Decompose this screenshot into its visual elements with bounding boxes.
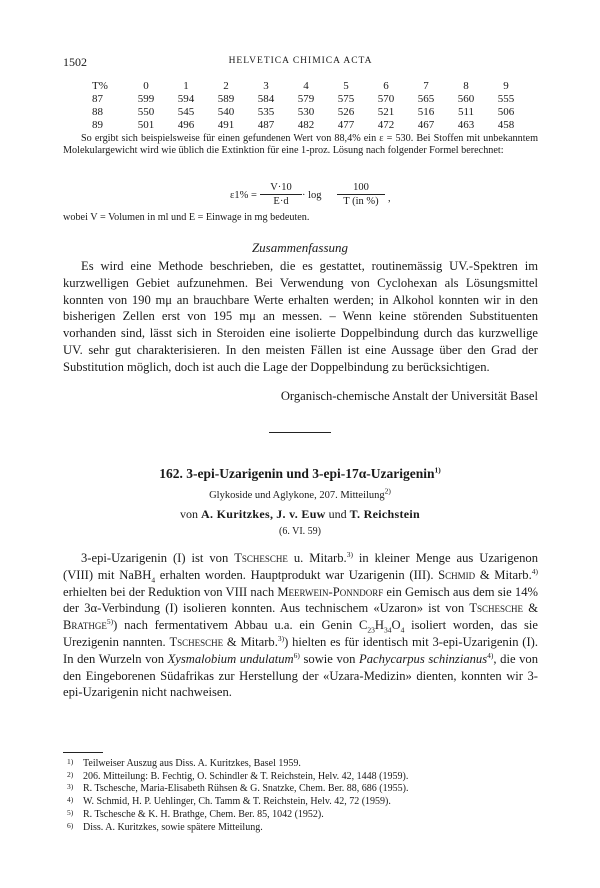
formula-numerator: V·10: [260, 181, 302, 195]
formula-comma: ,: [388, 193, 391, 204]
footnote-ref: 3): [346, 549, 353, 559]
table-cell: 458: [497, 118, 515, 131]
table-header-cell: 5: [343, 79, 349, 92]
table-header-cell: 7: [423, 79, 429, 92]
article-body-paragraph: [63, 550, 538, 701]
page-number: 1502: [63, 55, 87, 69]
body-text: erhalten worden. Hauptprodukt war Uzarigenin (III).: [155, 567, 439, 582]
footnote-ref: 2): [384, 486, 391, 496]
author-ref: Tschesche: [469, 601, 524, 616]
affiliation: Organisch-chemische Anstalt der Universität Basel: [280, 389, 538, 403]
body-text: sowie von: [299, 651, 359, 666]
author-ref: Schmid: [438, 567, 476, 582]
footnote-text: Diss. A. Kuritzkes, sowie spätere Mitteilung.: [83, 821, 263, 833]
footnotes-list: [63, 758, 543, 834]
body-text: erhielten bei der Reduktion von VIII nach: [63, 584, 278, 599]
article-authors: [0, 507, 600, 522]
body-text: ) hielten es für identisch mit 3-epi-Uzarigenin (I). In den Wurzeln von: [63, 634, 538, 666]
table-header-cell: 1: [183, 79, 189, 92]
author-ref: Tschesche: [169, 634, 224, 649]
table-header-cell: 6: [383, 79, 389, 92]
table-cell: 467: [417, 118, 435, 131]
extinction-formula: [0, 181, 600, 211]
species-name: Xysmalobium undulatum: [167, 651, 294, 666]
table-cell: 477: [337, 118, 355, 131]
table-cell: 575: [337, 92, 355, 105]
table-cell: 463: [457, 118, 475, 131]
article-subtitle: [0, 486, 600, 501]
footnote-item: [63, 822, 543, 835]
table-row: [92, 92, 526, 105]
body-text: u. Mitarb.: [287, 551, 347, 565]
table-header-cell: 3: [263, 79, 269, 92]
footnote-divider: [63, 752, 103, 753]
footnote-mark: 5): [67, 807, 74, 817]
footnote-ref: 4): [487, 650, 494, 660]
subscript: 4: [151, 575, 156, 585]
by-word: von: [180, 507, 199, 521]
table-cell: 87: [92, 92, 103, 105]
table-cell: 496: [177, 118, 195, 131]
footnote-item: [63, 758, 543, 771]
formula-fraction-2: [337, 181, 385, 208]
body-text: 3-epi-Uzarigenin (I) ist von: [81, 551, 235, 565]
footnote-text: 206. Mitteilung: B. Fechtig, O. Schindler & T. Reichstein, Helv. 42, 1448 (1959).: [83, 770, 409, 782]
footnote-item: [63, 796, 543, 809]
table-cell: 511: [457, 105, 475, 118]
body-text: ) nach fermentativem Abbau u.a. ein Genin C: [113, 618, 368, 633]
table-cell: 594: [177, 92, 195, 105]
table-cell: 526: [337, 105, 355, 118]
table-cell: 491: [217, 118, 235, 131]
table-header-cell: 8: [463, 79, 469, 92]
table-row: [92, 118, 526, 131]
formula-denominator: E·d: [273, 196, 289, 207]
body-text: , die von den Eingeborenen Südafrikas zur Herstellung der «Uzara-Medizin» dienten, konnten wir 3-epi-Uzarigenin nicht nachweisen.: [63, 651, 539, 700]
article-title-text: 162. 3-epi-Uzarigenin und 3-epi-17α-Uzarigenin: [159, 466, 435, 481]
subscript: 34: [384, 625, 392, 635]
footnote-mark: 3): [67, 782, 74, 792]
body-text: &: [523, 601, 538, 616]
section-divider: [269, 432, 331, 433]
article-date: (6. VI. 59): [278, 526, 322, 537]
body-text: in kleiner Menge aus Uzarigenon (VIII) mit NaBH: [63, 551, 538, 582]
table-cell: 535: [257, 105, 275, 118]
formula-numerator: 100: [337, 181, 385, 195]
article-title: [0, 466, 600, 482]
formula-operator: · log: [302, 190, 322, 201]
table-cell: 555: [497, 92, 515, 105]
body-text: ein Gemisch aus dem sie 14% der 3α-Verbindung (I) isolieren konnten. Aus technischem «Uzaron» ist von: [63, 584, 538, 616]
author-name: J. v. Euw: [276, 507, 326, 521]
footnote-mark: 2): [67, 769, 74, 779]
table-header-cell: 9: [503, 79, 509, 92]
extinction-table: [92, 79, 526, 131]
table-cell: 530: [297, 105, 315, 118]
table-row: [92, 105, 526, 118]
table-cell: 88: [92, 105, 103, 118]
footnote-text: Teilweiser Auszug aus Diss. A. Kuritzkes, Basel 1959.: [83, 758, 301, 769]
footnote-item: [63, 771, 543, 784]
table-cell: 506: [497, 105, 515, 118]
summary-heading: Zusammenfassung: [251, 240, 349, 255]
formula-lhs: ε1% =: [230, 190, 257, 201]
body-text: & Mitarb.: [475, 567, 532, 582]
table-cell: 501: [137, 118, 155, 131]
table-cell: 545: [177, 105, 195, 118]
body-text: isoliert worden, das sie Urezigenin nannten.: [63, 618, 539, 649]
table-header-cell: 4: [303, 79, 309, 92]
footnote-ref: 5): [106, 617, 114, 626]
article-subtitle-text: Glykoside und Aglykone, 207. Mitteilung: [209, 490, 385, 501]
formula-fraction-1: [260, 181, 302, 208]
subscript: 23: [367, 625, 375, 635]
subscript: 4: [400, 625, 405, 635]
formula-denominator: T (in %): [343, 196, 379, 207]
author-ref: Brathge: [63, 618, 107, 633]
running-header: [63, 55, 538, 69]
author-ref: Meerwein-Ponndorf: [277, 584, 384, 599]
summary-paragraph: Es wird eine Methode beschrieben, die es gestattet, routinemässig UV.-Spektren im kurzwelligen Gebiet aufzunehmen. Bei Verwendung von Cyclohexan als Lösungsmittel konnten von 190 mμ an brauchbare Werte erhalten werden; in Alkohol konnten wir in den bisherigen Zellen erst von 195 mμ an messen. – Wenn keine störenden Substituenten vorhanden sind, lässt sich in Steroiden eine isolierte Doppelbindung durch das kurzwellige UV. sehr gut charakterisieren. In den meisten Fällen ist eine Aussage über den Grad der Substitution möglich, doch ist auch die Lage der Doppelbindung zu berücksichtigen.: [63, 259, 538, 374]
body-text: O: [391, 618, 401, 633]
footnote-item: [63, 809, 543, 822]
footnote-ref: 1): [434, 465, 441, 475]
table-cell: 540: [217, 105, 235, 118]
footnote-mark: 1): [67, 757, 74, 766]
footnote-mark: 4): [67, 795, 74, 805]
journal-name: HELVETICA CHIMICA ACTA: [228, 56, 373, 66]
author-name: A. Kuritzkes,: [201, 507, 274, 521]
table-cell: 521: [377, 105, 395, 118]
table-cell: 599: [137, 92, 155, 105]
table-header-cell: 0: [143, 79, 149, 92]
table-cell: 89: [92, 118, 103, 131]
footnote-text: W. Schmid, H. P. Uehlinger, Ch. Tamm & T. Reichstein, Helv. 42, 72 (1959).: [83, 796, 391, 808]
author-ref: Tschesche: [234, 551, 288, 565]
table-cell: 472: [377, 118, 395, 131]
body-text: H: [374, 618, 384, 633]
table-cell: 487: [257, 118, 275, 131]
table-cell: 550: [137, 105, 155, 118]
table-cell: 579: [297, 92, 315, 105]
footnote-mark: 6): [67, 820, 74, 830]
table-cell: 570: [377, 92, 395, 105]
footnote-ref: 4): [531, 566, 538, 576]
formula-note: wobei V = Volumen in ml und E = Einwage in mg bedeuten.: [63, 212, 310, 223]
table-header-cell: T%: [92, 79, 108, 92]
species-name: Pachycarpus schinzianus: [359, 651, 488, 666]
table-cell: 516: [417, 105, 435, 118]
table-explanation: So ergibt sich beispielsweise für einen gefundenen Wert von 88,4% ein ε = 530. Bei Stoffen mit unbekanntem Molekulargewicht wird wie üblich die Extinktion für eine 1-proz. Lösung nach folgender Formel berechnet:: [63, 133, 538, 156]
body-text: & Mitarb.: [223, 634, 278, 649]
footnote-text: R. Tschesche, Maria-Elisabeth Rühsen & G. Snatzke, Chem. Ber. 88, 686 (1955).: [83, 783, 409, 795]
footnote-ref: 6): [293, 650, 300, 660]
table-cell: 560: [457, 92, 475, 105]
and-word: und: [328, 507, 347, 521]
footnote-item: [63, 783, 543, 796]
table-header-cell: 2: [223, 79, 229, 92]
author-name: T. Reichstein: [349, 507, 420, 521]
footnote-text: R. Tschesche & K. H. Brathge, Chem. Ber. 85, 1042 (1952).: [83, 808, 324, 820]
table-cell: 482: [297, 118, 315, 131]
table-cell: 565: [417, 92, 435, 105]
footnote-ref: 3): [277, 633, 285, 643]
table-cell: 589: [217, 92, 235, 105]
table-cell: 584: [257, 92, 275, 105]
table-header-row: [92, 79, 526, 92]
